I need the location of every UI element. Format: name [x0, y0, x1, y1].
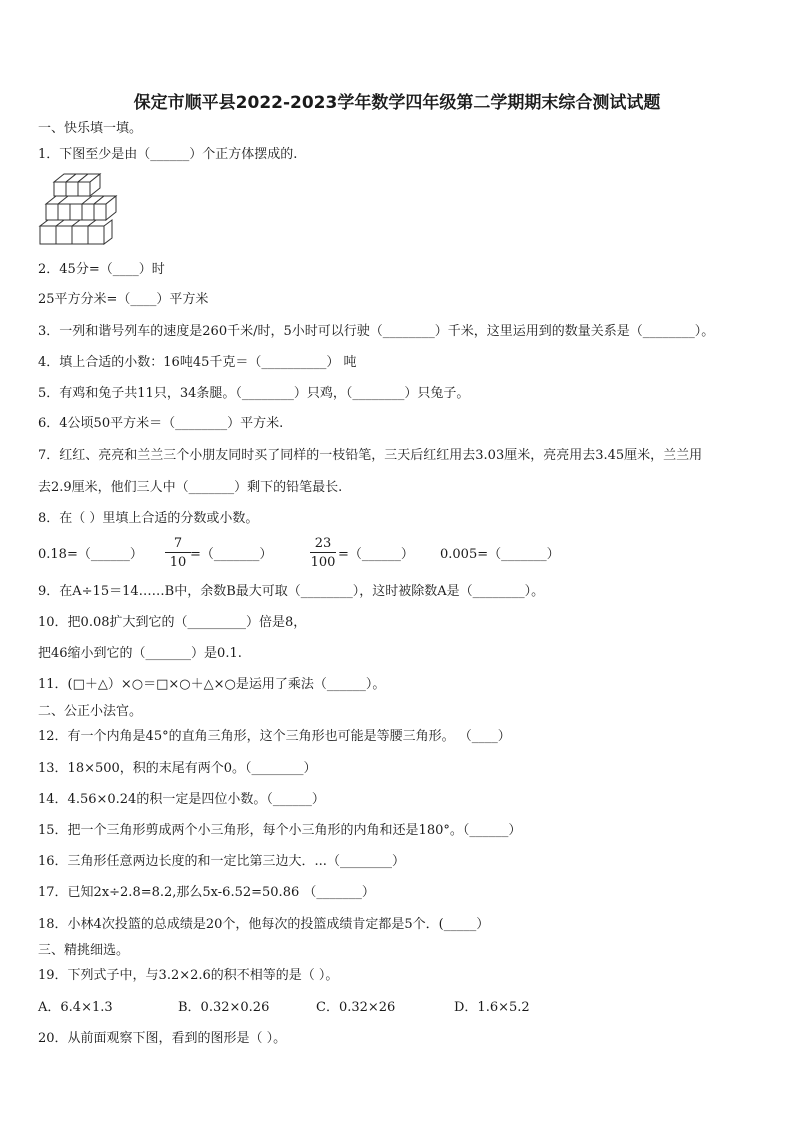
question-7b: 去2.9厘米，他们三人中（_______）剩下的铅笔最长. [38, 480, 343, 495]
question-12: 12．有一个内角是45°的直角三角形，这个三角形也可能是等腰三角形。 （____） [38, 729, 511, 744]
question-6: 6．4公顷50平方米＝（________）平方米. [38, 416, 284, 431]
question-10b: 把46缩小到它的（_______）是0.1. [38, 646, 242, 661]
question-7a: 7．红红、亮亮和兰兰三个小朋友同时买了同样的一枝铅笔，三天后红红用去3.03厘米，亮亮用去3.45厘米，兰兰用 [38, 448, 703, 463]
question-14: 14．4.56×0.24的积一定是四位小数。（______） [38, 792, 325, 807]
fraction-denominator: 10 [169, 555, 187, 570]
question-4: 4．填上合适的小数：16吨45千克＝（__________） 吨 [38, 355, 357, 370]
fraction-numerator: 23 [310, 536, 336, 553]
section-heading-1: 一、快乐填一填。 [38, 121, 143, 136]
question-13: 13．18×500，积的末尾有两个0。（________） [38, 761, 317, 776]
question-3: 3．一列和谐号列车的速度是260千米/时，5小时可以行驶（________）千米，这里运用到的数量关系是（________）。 [38, 324, 715, 339]
question-20: 20．从前面观察下图，看到的图形是（ ）。 [38, 1031, 287, 1046]
cube-stack-figure [38, 170, 128, 250]
question-19: 19．下列式子中，与3.2×2.6的积不相等的是（ ）。 [38, 968, 339, 983]
question-8-part-2: =（_______） [190, 547, 273, 562]
question-17: 17．已知2x÷2.8=8.2,那么5x-6.52=50.86 （_______） [38, 885, 375, 900]
question-8-part-3: =（______） [338, 547, 414, 562]
fraction-7-10 [165, 536, 191, 570]
question-9: 9．在A÷15＝14……B中，余数B最大可取（________），这时被除数A是（________）。 [38, 584, 545, 599]
question-1: 1．下图至少是由（______）个正方体摆成的. [38, 147, 298, 162]
section-heading-3: 三、精挑细选。 [38, 943, 130, 958]
question-8-part-1: 0.18=（______） [38, 547, 143, 562]
question-18: 18．小林4次投篮的总成绩是20个，他每次的投篮成绩肯定都是5个．(_____） [38, 917, 490, 932]
question-2b: 25平方分米=（____）平方米 [38, 292, 209, 307]
option-b: B．0.32×0.26 [178, 1000, 270, 1015]
question-8: 8．在（ ）里填上合适的分数或小数。 [38, 511, 259, 526]
fraction-23-100 [310, 536, 336, 570]
fraction-denominator: 100 [310, 555, 336, 570]
question-8-part-4: 0.005=（_______） [440, 547, 560, 562]
question-11: 11．(□＋△）×○＝□×○＋△×○是运用了乘法（______）。 [38, 677, 386, 692]
question-5: 5．有鸡和兔子共11只，34条腿。（________）只鸡，（________）只兔子。 [38, 386, 470, 401]
question-2a: 2．45分=（____）时 [38, 262, 165, 277]
question-15: 15．把一个三角形剪成两个小三角形，每个小三角形的内角和还是180°。（______） [38, 823, 522, 838]
section-heading-2: 二、公正小法官。 [38, 704, 143, 719]
option-a: A．6.4×1.3 [38, 1000, 113, 1015]
option-d: D．1.6×5.2 [454, 1000, 530, 1015]
fraction-numerator: 7 [165, 536, 191, 553]
option-c: C．0.32×26 [316, 1000, 396, 1015]
question-16: 16．三角形任意两边长度的和一定比第三边大．...（________） [38, 854, 405, 869]
page-title: 保定市顺平县2022-2023学年数学四年级第二学期期末综合测试试题 [133, 93, 661, 113]
question-10a: 10．把0.08扩大到它的（_________）倍是8， [38, 615, 307, 630]
